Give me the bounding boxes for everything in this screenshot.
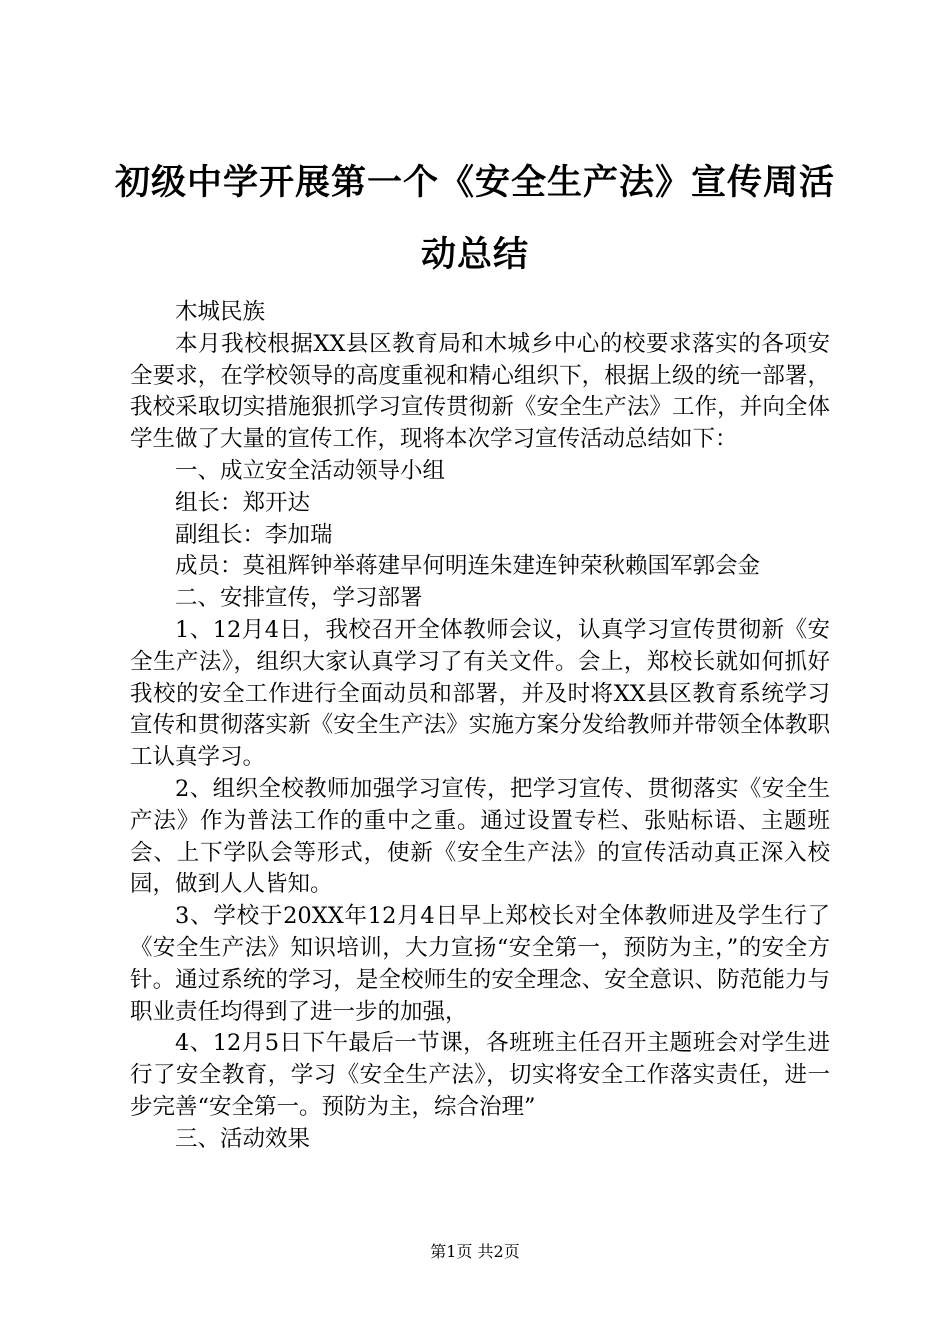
item-paragraph-1: 1、12月4日，我校召开全体教师会议，认真学习宣传贯彻新《安全生产法》，组织大家认真学习了有关文件。会上，郑校长就如何抓好我校的安全工作进行全面动员和部署，并及时将XX县区教育系统学习宣传和贯彻落实新《安全生产法》实施方案分发给教师并带领全体教职工认真学习。	[130, 616, 830, 771]
members-line: 成员：莫祖辉钟举蒋建早何明连朱建连钟荣秋赖国军郭会金	[175, 553, 761, 580]
section-heading-1: 一、成立安全活动领导小组	[175, 457, 446, 484]
item-paragraph-2: 2、组织全校教师加强学习宣传，把学习宣传、贯彻落实《安全生产法》作为普法工作的重中之重。通过设置专栏、张贴标语、主题班会、上下学队会等形式，使新《安全生产法》的宣传活动真正深入校园，做到人人皆知。	[130, 775, 830, 898]
document-title	[110, 147, 840, 291]
group-leader-line: 组长：郑开达	[175, 489, 311, 516]
document-body	[130, 297, 830, 1156]
author-line: 木城民族	[175, 299, 266, 325]
section-heading-3: 三、活动效果	[175, 1125, 311, 1152]
item-paragraph-3: 3、学校于20XX年12月4日早上郑校长对全体教师进及学生行了《安全生产法》知识培训，大力宣扬“安全第一，预防为主，”的安全方针。通过系统的学习，是全校师生的安全理念、安全意识、防范能力与职业责任均得到了进一步的加强，	[130, 903, 830, 1025]
item-paragraph-4: 4、12月5日下午最后一节课，各班班主任召开主题班会对学生进行了安全教育，学习《安全生产法》，切实将安全工作落实责任，进一步完善“安全第一。预防为主，综合治理”	[130, 1030, 830, 1120]
deputy-leader-line: 副组长：李加瑞	[175, 521, 333, 548]
section-heading-2: 二、安排宣传，学习部署	[175, 585, 423, 612]
title-line-2: 动总结	[420, 235, 529, 275]
page-footer: 第1页 共2页	[430, 1242, 520, 1261]
intro-paragraph: 本月我校根据XX县区教育局和木城乡中心的校要求落实的各项安全要求，在学校领导的高度重视和精心组织下，根据上级的统一部署，我校采取切实措施狠抓学习宣传贯彻新《安全生产法》工作，并向全体学生做了大量的宣传工作，现将本次学习宣传活动总结如下：	[130, 330, 830, 453]
title-line-1: 初级中学开展第一个《安全生产法》宣传周活	[114, 163, 835, 203]
